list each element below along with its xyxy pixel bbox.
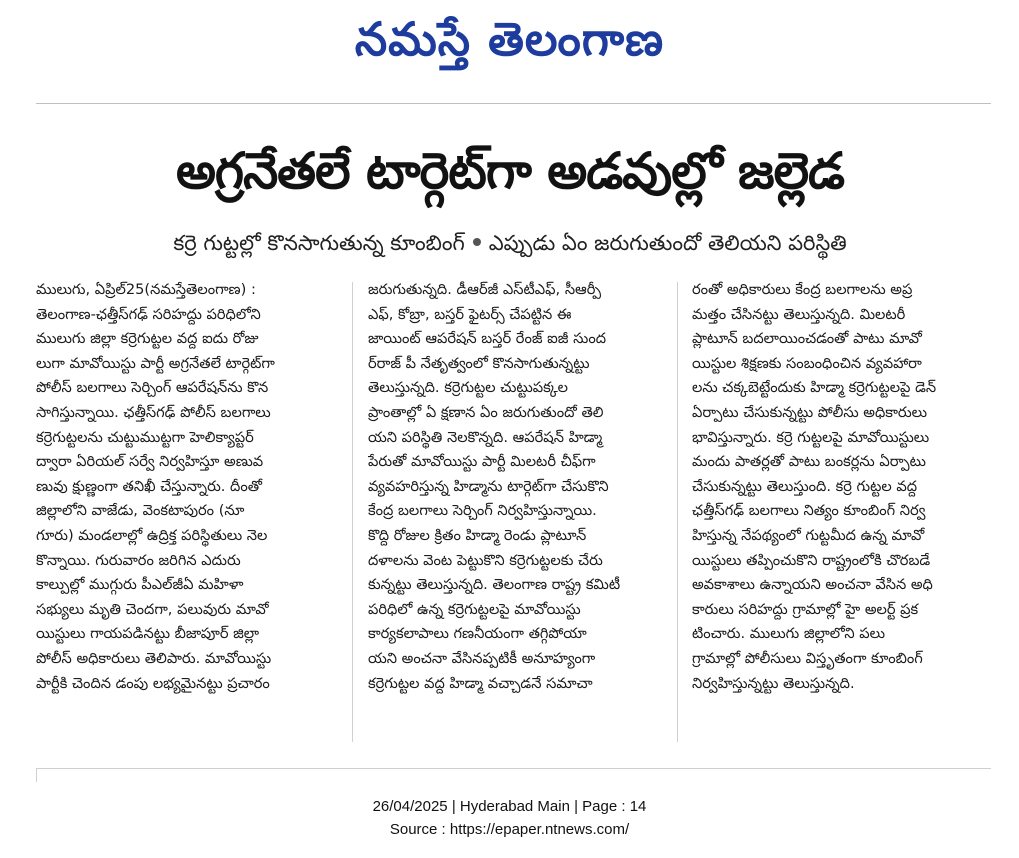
top-divider <box>36 103 991 104</box>
article-line: చేసుకున్నట్టు తెలుస్తుంది. కర్రె గుట్టల వద్ద <box>692 477 918 495</box>
article-line: యిస్టులు గాయపడినట్టు బీజాపూర్ జిల్లా <box>36 625 260 643</box>
article-line: పేరుతో మావోయిస్టు పార్టీ మిలటరీ చీఫ్‌గా <box>368 453 596 471</box>
article-line: తెలంగాణ-ఛత్తీస్‌గఢ్ సరిహద్దు పరిధిలోని <box>36 305 261 323</box>
article-line: గ్రామాల్లో పోలీసులు విస్తృతంగా కూంబింగ్ <box>692 649 923 667</box>
article-line: యని పరిస్థితి నెలకొన్నది. ఆపరేషన్ హిడ్మా <box>368 428 603 446</box>
article-line: కాల్పుల్లో ముగ్గురు పీఎల్‌జీఏ మహిళా <box>36 576 244 594</box>
article-line: ములుగు జిల్లా కర్రెగుట్టల వద్ద ఐదు రోజు <box>36 330 259 348</box>
article-line: కర్రెగుట్టలను చుట్టుముట్టగా హెలిక్యాప్టర్ <box>36 428 254 446</box>
subheadline <box>30 228 990 258</box>
article-line: కర్రెగుట్టల వద్ద హిడ్మా వచ్చాడనే సమాచా <box>368 674 593 692</box>
article-column-1 <box>36 278 330 696</box>
article-line: కారులు సరిహద్దు గ్రామాల్లో హై అలర్ట్ ప్రక <box>692 600 919 618</box>
article-column-3 <box>692 278 986 696</box>
article-line: లుగా మావోయిస్టు పార్టీ అగ్రనేతలే టార్గెట్‌గా <box>36 354 275 372</box>
article-line: ద్వారా ఏరియల్ సర్వే నిర్వహిస్తూ అణువ <box>36 453 264 471</box>
article-line: పోలీస్ బలగాలు సెర్చింగ్ ఆపరేషన్‌ను కొన <box>36 379 269 397</box>
footer-source: Source : https://epaper.ntnews.com/ <box>389 821 630 838</box>
article-line: కేంద్ర బలగాలు సెర్చింగ్ నిర్వహిస్తున్నాయి. <box>368 502 597 520</box>
bottom-divider <box>36 768 991 769</box>
article-line: ఛత్తీస్‌గఢ్ బలగాలు నిత్యం కూంబింగ్ నిర్వ <box>692 502 926 520</box>
article-line: ప్రాంతాల్లో ఏ క్షణాన ఏం జరుగుతుందో తెలి <box>368 403 604 421</box>
article-line: కున్నట్టు తెలుస్తున్నది. తెలంగాణ రాష్ట్ర కమిటీ <box>368 576 621 594</box>
column-divider <box>677 282 678 742</box>
article-line: కొద్ది రోజుల క్రితం హిడ్మా రెండు ప్లాటూన్ <box>368 526 587 544</box>
article-line: పరిధిలో ఉన్న కర్రెగుట్టలపై మావోయిస్టు <box>368 600 581 618</box>
article-line: యని అంచనా వేసినప్పటికీ అనూహ్యంగా <box>368 649 596 667</box>
article-line: భావిస్తున్నారు. కర్రె గుట్టలపై మావోయిస్టులు <box>692 428 930 446</box>
article-line: యిస్టులు తప్పించుకొని రాష్ట్రంలోకి చొరబడే <box>692 551 931 569</box>
bullet-separator-icon <box>473 238 481 246</box>
article-line: ఏర్పాటు చేసుకున్నట్టు పోలీసు అధికారులు <box>692 403 928 421</box>
headline: అగ్రనేతలే టార్గెట్‌గా అడవుల్లో జల్లెడ <box>175 142 845 200</box>
article-column-2 <box>368 278 662 696</box>
article-line: లను చక్కబెట్టేందుకు హిడ్మా కర్రెగుట్టలపై డెన్ <box>692 379 937 397</box>
article-line: కార్యకలాపాలు గణనీయంగా తగ్గిపోయా <box>368 625 587 643</box>
article-line: వ్యవహరిస్తున్న హిడ్మాను టార్గెట్‌గా చేసుకొని <box>368 477 609 495</box>
article-line: మందు పాతర్లతో పాటు బంకర్లను ఏర్పాటు <box>692 453 926 471</box>
article-line: జరుగుతున్నది. డీఆర్‌జీ ఎస్‌టీఎఫ్, సీఆర్పీ <box>368 281 601 298</box>
article-line: నిర్వహిస్తున్నట్టు తెలుస్తున్నది. <box>692 674 855 692</box>
article-line: ప్లాటూన్ బదలాయించడంతో పాటు మావో <box>692 330 922 348</box>
article-line: టించారు. ములుగు జిల్లాలోని పలు <box>692 625 886 643</box>
article-line: పార్టీకి చెందిన డంపు లభ్యమైనట్టు ప్రచారం <box>36 674 270 692</box>
article-line: గూరు) మండలాల్లో ఉద్రిక్త పరిస్థితులు నెల <box>36 526 268 544</box>
article-line: ఎఫ్, కోబ్రా, బస్తర్ ఫైటర్స్ చేపట్టిన ఈ <box>368 305 572 323</box>
article-line: ములుగు, ఏప్రిల్25(నమస్తేతెలంగాణ) : <box>36 281 256 298</box>
article-line: దళాలను వెంట పెట్టుకొని కర్రెగుట్టలకు చేరు <box>368 551 603 569</box>
article-line: హిస్తున్న నేపథ్యంలో గుట్టమీద ఉన్న మావో <box>692 526 925 544</box>
masthead-logo: నమస్తే తెలంగాణ <box>354 12 665 66</box>
article-line: సాగిస్తున్నాయి. ఛత్తీస్‌గఢ్ పోలీస్ బలగాలు <box>36 403 271 421</box>
subheadline-left: కర్రె గుట్టల్లో కొనసాగుతున్న కూంబింగ్ <box>173 231 465 255</box>
article-line: పోలీస్ అధికారులు తెలిపారు. మావోయిస్టు <box>36 649 272 667</box>
article-line: మత్తం చేసినట్టు తెలుస్తున్నది. మిలటరీ <box>692 305 906 323</box>
footer-dateline: 26/04/2025 | Hyderabad Main | Page : 14 <box>372 798 647 815</box>
article-line: తెలుస్తున్నది. కర్రెగుట్టల చుట్టుపక్కల <box>368 379 568 397</box>
article-line: అవకాశాలు ఉన్నాయని అంచనా వేసిన అధి <box>692 576 933 594</box>
subheadline-right: ఎప్పుడు ఏం జరుగుతుందో తెలియని పరిస్థితి <box>488 231 847 255</box>
article-line: రంతో అధికారులు కేంద్ర బలగాలను అప్ర <box>692 281 913 298</box>
article-line: జిల్లాలోని వాజేడు, వెంకటాపురం (నూ <box>36 502 245 520</box>
article-line: యిస్టుల శిక్షణకు సంబంధించిన వ్యవహారా <box>692 354 922 372</box>
article-body <box>36 278 996 748</box>
article-line: ణువు క్షుణ్ణంగా తనిఖీ చేస్తున్నారు. దీంతో <box>36 477 263 495</box>
article-line: సభ్యులు మృతి చెందగా, పలువురు మావో <box>36 600 269 618</box>
article-line: ర్‌రాజ్ పీ నేతృత్వంలో కొనసాగుతున్నట్టు <box>368 354 590 372</box>
bottom-divider-corner <box>36 768 37 782</box>
article-line: జాయింట్ ఆపరేషన్ బస్తర్ రేంజ్ ఐజీ సుంద <box>368 330 607 348</box>
article-line: కొన్నాయి. గురువారం జరిగిన ఎదురు <box>36 551 241 569</box>
column-divider <box>352 282 353 742</box>
